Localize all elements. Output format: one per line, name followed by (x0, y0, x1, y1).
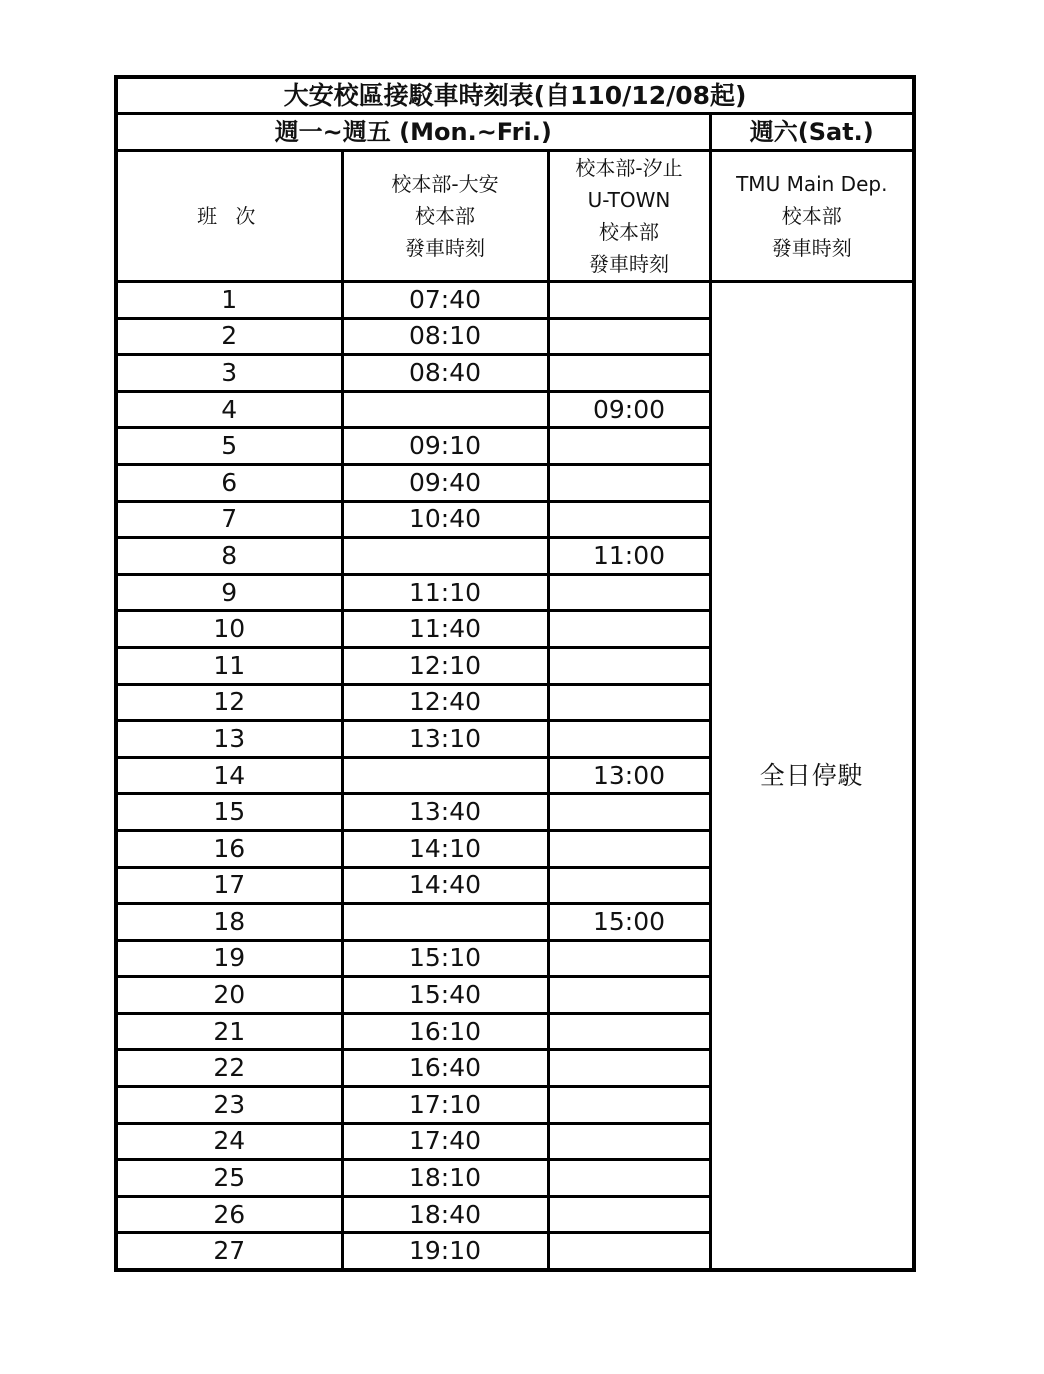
shift-number-cell: 26 (116, 1196, 342, 1233)
daan-departure-time: 12:40 (342, 684, 548, 721)
shift-number-cell: 11 (116, 647, 342, 684)
daan-departure-time: 14:10 (342, 830, 548, 867)
shift-number-cell: 27 (116, 1233, 342, 1270)
xizhi-departure-time (548, 574, 710, 611)
header-line: 校本部 (599, 220, 659, 244)
daan-departure-time: 16:10 (342, 1013, 548, 1050)
xizhi-departure-time (548, 647, 710, 684)
daan-departure-time: 16:40 (342, 1050, 548, 1087)
header-line: 校本部 (415, 204, 475, 228)
tmu-departure-header (710, 151, 914, 282)
daan-departure-time: 18:10 (342, 1160, 548, 1197)
header-line: U-TOWN (587, 188, 671, 212)
shift-number-cell: 25 (116, 1160, 342, 1197)
shift-number-cell: 4 (116, 391, 342, 428)
daan-departure-time: 18:40 (342, 1196, 548, 1233)
shift-number-cell: 19 (116, 940, 342, 977)
daan-departure-time: 13:10 (342, 721, 548, 758)
xizhi-departure-time (548, 940, 710, 977)
shift-number-cell: 7 (116, 501, 342, 538)
xizhi-departure-time (548, 501, 710, 538)
daan-departure-time: 10:40 (342, 501, 548, 538)
header-line: 校本部 (781, 204, 842, 228)
xizhi-departure-time (548, 1233, 710, 1270)
weekday-period-label: 週一~週五 (Mon.~Fri.) (116, 114, 710, 151)
xizhi-departure-time (548, 684, 710, 721)
xizhi-departure-time (548, 611, 710, 648)
shift-number-cell: 14 (116, 757, 342, 794)
daan-departure-time (342, 757, 548, 794)
xizhi-departure-time: 09:00 (548, 391, 710, 428)
shift-number-cell: 21 (116, 1013, 342, 1050)
shift-number-cell: 5 (116, 428, 342, 465)
xizhi-departure-time: 15:00 (548, 904, 710, 941)
daan-departure-time: 09:10 (342, 428, 548, 465)
daan-departure-time: 17:10 (342, 1087, 548, 1124)
shift-number-cell: 3 (116, 355, 342, 392)
header-line: 發車時刻 (589, 252, 669, 276)
shift-number-cell: 6 (116, 464, 342, 501)
xizhi-departure-time (548, 721, 710, 758)
xizhi-departure-time: 13:00 (548, 757, 710, 794)
daan-departure-time (342, 904, 548, 941)
daan-departure-header (342, 151, 548, 282)
shift-number-cell: 16 (116, 830, 342, 867)
schedule-title: 大安校區接駁車時刻表(自110/12/08起) (116, 77, 914, 114)
daan-departure-time: 07:40 (342, 282, 548, 319)
shift-number-cell: 12 (116, 684, 342, 721)
daan-departure-time: 17:40 (342, 1123, 548, 1160)
shift-number-header: 班 次 (116, 151, 342, 282)
header-line: 校本部-大安 (391, 172, 499, 196)
period-row (116, 114, 914, 151)
xizhi-departure-time (548, 830, 710, 867)
shift-number-cell: 18 (116, 904, 342, 941)
schedule-row (116, 282, 914, 319)
daan-departure-time: 08:40 (342, 355, 548, 392)
xizhi-departure-time (548, 355, 710, 392)
xizhi-departure-time (548, 1196, 710, 1233)
shift-number-cell: 8 (116, 538, 342, 575)
shift-number-cell: 13 (116, 721, 342, 758)
xizhi-departure-time (548, 318, 710, 355)
xizhi-departure-time (548, 1087, 710, 1124)
xizhi-departure-time (548, 1013, 710, 1050)
shuttle-schedule-table (114, 75, 916, 1272)
xizhi-departure-time (548, 794, 710, 831)
xizhi-departure-time (548, 1160, 710, 1197)
shift-number-cell: 24 (116, 1123, 342, 1160)
daan-departure-time: 15:40 (342, 977, 548, 1014)
daan-departure-time (342, 538, 548, 575)
shift-number-cell: 17 (116, 867, 342, 904)
daan-departure-time: 11:10 (342, 574, 548, 611)
xizhi-departure-time (548, 464, 710, 501)
shift-number-cell: 20 (116, 977, 342, 1014)
daan-departure-time (342, 391, 548, 428)
shift-number-cell: 9 (116, 574, 342, 611)
shift-number-cell: 15 (116, 794, 342, 831)
daan-departure-time: 09:40 (342, 464, 548, 501)
daan-departure-time: 14:40 (342, 867, 548, 904)
daan-departure-time: 13:40 (342, 794, 548, 831)
xizhi-departure-time (548, 282, 710, 319)
xizhi-departure-time (548, 1050, 710, 1087)
xizhi-departure-time (548, 867, 710, 904)
header-line: 發車時刻 (771, 236, 852, 260)
daan-departure-time: 12:10 (342, 647, 548, 684)
xizhi-departure-time (548, 1123, 710, 1160)
xizhi-departure-time (548, 428, 710, 465)
header-line: 發車時刻 (405, 236, 485, 260)
saturday-period-label: 週六(Sat.) (710, 114, 914, 151)
daan-departure-time: 11:40 (342, 611, 548, 648)
header-line: TMU Main Dep. (736, 172, 888, 196)
daan-departure-time: 08:10 (342, 318, 548, 355)
shift-number-cell: 10 (116, 611, 342, 648)
daan-departure-time: 15:10 (342, 940, 548, 977)
xizhi-departure-time: 11:00 (548, 538, 710, 575)
xizhi-departure-header (548, 151, 710, 282)
xizhi-departure-time (548, 977, 710, 1014)
title-row (116, 77, 914, 114)
shift-number-cell: 2 (116, 318, 342, 355)
shift-number-cell: 22 (116, 1050, 342, 1087)
column-header-row (116, 151, 914, 282)
daan-departure-time: 19:10 (342, 1233, 548, 1270)
header-line: 校本部-汐止 (575, 156, 683, 180)
shift-number-cell: 1 (116, 282, 342, 319)
shift-number-cell: 23 (116, 1087, 342, 1124)
saturday-status: 全日停駛 (710, 282, 914, 1271)
